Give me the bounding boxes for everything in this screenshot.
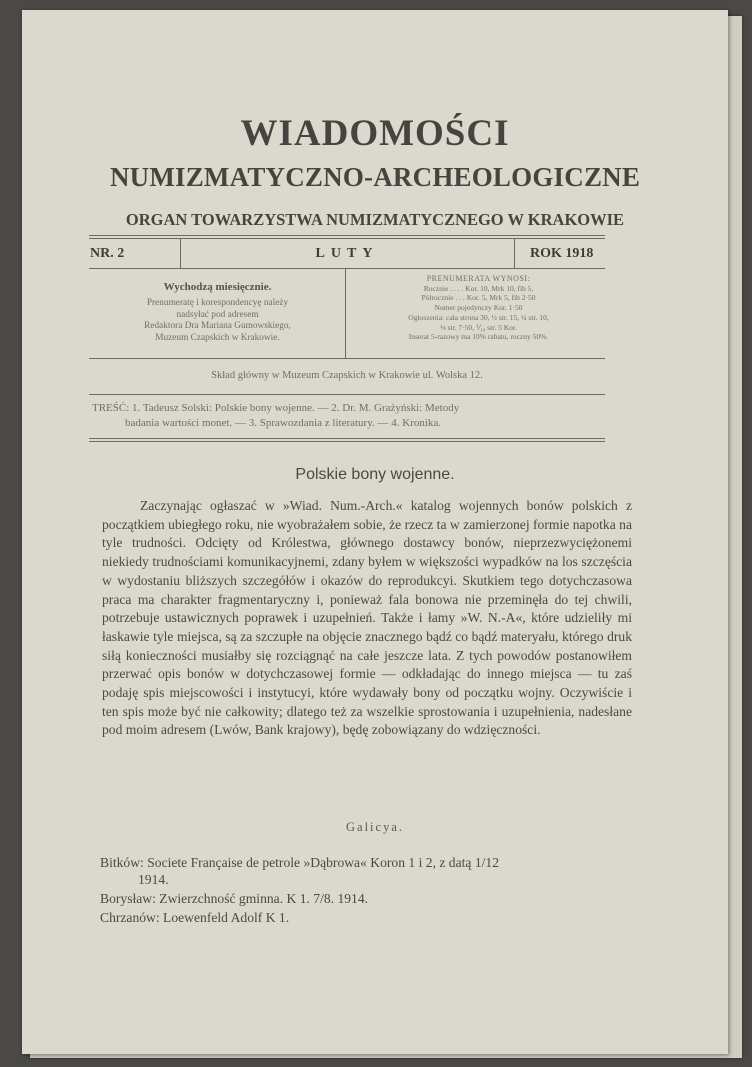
subscription-line: Półrocznie . . . Kor. 5, Mrk 5, fib 2·50 (421, 293, 536, 303)
subscription-line: Ogłoszenia: cała strona 30, ½ str. 15, ¼ str. 10, (408, 312, 549, 322)
entry-line: Bitków: Societe Française de petrole »Dąbrowa« Koron 1 i 2, z datą 1/12 (100, 855, 500, 870)
masthead-subtitle: NUMIZMATYCZNO-ARCHEOLOGICZNE (109, 162, 641, 192)
subscription-block (352, 274, 605, 342)
rule-contents-bottom-double (89, 441, 605, 442)
issue-divider-right (514, 238, 515, 268)
subscription-line: Numer pojedynczy Kor. 1·50 (434, 303, 523, 313)
article-paragraph: Zaczynając ogłaszać w »Wiad. Num.-Arch.« katalog wojennych bonów polskich z początkiem ubiegłego roku, nie wyobrażałem sobie, że rzecz ta w zamierzonej formie napotka na tyle trudności. Odcięty od Królestwa, głównego dostawcy bonów, nieprzezwyciężonemi niekiedy trudnościami komunikacyjnemi, zdany byłem w większości wypadków na los szczęścia w wydostaniu bliższych szczegółów i okazów do reprodukcyi. Skutkiem tego dotychczasowa praca ma charakter fragmentaryczny i, ponieważ fala bonowa nie przeminęła do tej chwili, potrzebuje ustawicznych poprawek i uzupełnień. Także i łamy »W. N.-A«, które udzieliły mi łaskawie tyle miejsca, są za szczupłe na objęcie znacznego bądź co bądź materyału, którego druk siłą konieczności musiałby się rozciągnąć na całe jeszcze lata. Z tych powodów postanowiłem przerwać opis bonów w dotychczasowej formie — odkładając do innego miejsca — tu zaś podaję spis miejscowości i instytucyi, które wydawały bony od początku wojny. Oczywiście i ten spis może być nie całkowity; dlatego też za wszelkie sprostowania i uzupełnienia, nadesłane pod moim adresem (Lwów, Bank krajowy), będę zobowiązany do wdzięczności. (102, 498, 632, 738)
entry-line: 1914. (138, 872, 169, 887)
contents-line: badania wartości monet. — 3. Sprawozdania z literatury. — 4. Kronika. (125, 416, 442, 429)
contents-line: 1. Tadeusz Solski: Polskie bony wojenne. — 2. Dr. M. Grażyński: Metody (132, 402, 460, 414)
entry-line: Borysław: Zwierzchność gminna. K 1. 7/8. 1914. (100, 891, 369, 906)
contact-line: nadsyłać pod adresem (176, 309, 259, 320)
list-item (100, 854, 660, 888)
subscription-line: ⅛ str. 7·50, ⅟₁₆ str. 5 Kor. (440, 322, 517, 332)
info-divider (345, 268, 346, 358)
masthead-title: WIADOMOŚCI (240, 113, 510, 154)
journal-page (22, 10, 728, 1054)
list-item (100, 890, 660, 907)
rule-contents-bottom (89, 438, 605, 439)
issue-number: NR. 2 (90, 246, 125, 261)
subscription-title: PRENUMERATA WYNOSI: (426, 274, 531, 283)
contact-block (90, 298, 345, 344)
monthly-note: Wychodzą miesięcznie. (163, 281, 272, 293)
issue-year: ROK 1918 (530, 246, 594, 261)
list-item (100, 909, 660, 926)
subscription-line: Rocznie . . . . Kor. 10, Mrk 10, fib 5, (423, 283, 534, 293)
contact-line: Prenumeratę i korespondencyę należy (146, 298, 289, 308)
rule-issue-bottom (89, 268, 605, 269)
section-heading: Galicya. (346, 820, 404, 834)
contact-line: Muzeum Czapskich w Krakowie. (155, 332, 280, 343)
contact-line: Redaktora Dra Mariana Gumowskiego, (144, 321, 291, 331)
rule-top-double (89, 238, 605, 239)
contents-label: TREŚĆ: (92, 402, 130, 414)
article-title: Polskie bony wojenne. (295, 466, 455, 483)
rule-contents-top (89, 394, 605, 395)
rule-info-bottom (89, 358, 605, 359)
warehouse-note: Skład główny w Muzeum Czapskich w Krakowie ul. Wolska 12. (211, 370, 483, 381)
contents-block (89, 401, 605, 430)
subscription-line: Inserat 5-razowy ma 10% rabatu, roczny 50%. (408, 332, 549, 342)
entry-line: Chrzanów: Loewenfeld Adolf K 1. (100, 910, 290, 925)
masthead-organ: ORGAN TOWARZYSTWA NUMIZMATYCZNEGO W KRAKOWIE (125, 210, 625, 229)
rule-top (89, 235, 605, 236)
issue-month: LUTY (315, 246, 379, 261)
